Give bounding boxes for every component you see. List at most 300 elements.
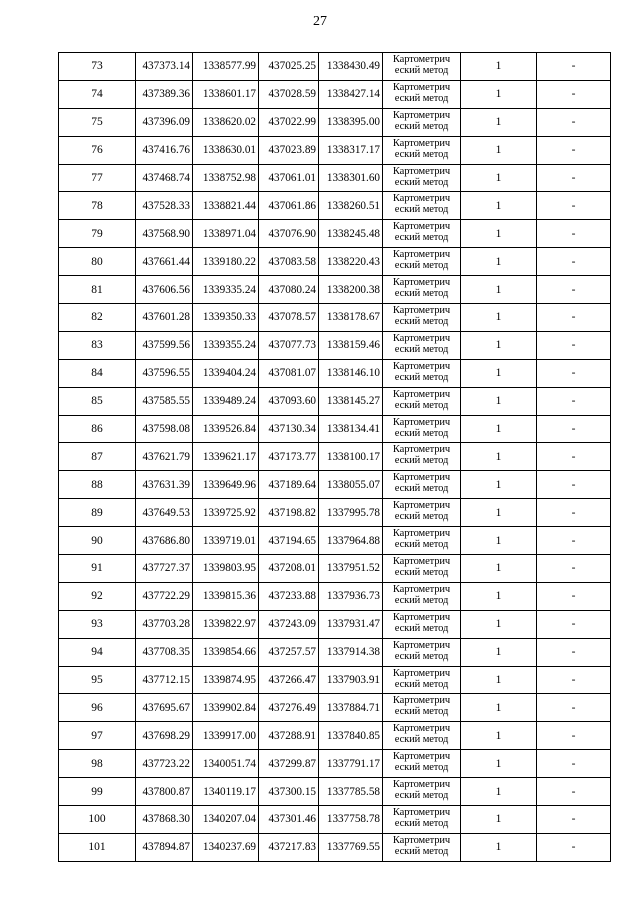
y-coordinate-alt-cell: 1337931.47: [319, 610, 383, 638]
note-cell: -: [537, 331, 611, 359]
table-row: [59, 610, 611, 638]
method-cell: [383, 750, 461, 778]
y-coordinate-cell: 1339404.24: [193, 359, 259, 387]
method-line-1: Картометрич: [392, 556, 451, 568]
table-row: [59, 471, 611, 499]
point-number-cell: 91: [59, 555, 136, 583]
y-coordinate-cell: 1338971.04: [193, 220, 259, 248]
note-cell: -: [537, 666, 611, 694]
accuracy-cell: 1: [461, 694, 537, 722]
x-coordinate-alt-cell: 437022.99: [259, 108, 319, 136]
note-cell: -: [537, 276, 611, 304]
accuracy-cell: 1: [461, 304, 537, 332]
y-coordinate-alt-cell: 1338220.43: [319, 248, 383, 276]
method-line-2: еский метод: [394, 539, 449, 551]
point-number-cell: 81: [59, 276, 136, 304]
x-coordinate-alt-cell: 437301.46: [259, 806, 319, 834]
x-coordinate-cell: 437416.76: [136, 136, 193, 164]
y-coordinate-alt-cell: 1337791.17: [319, 750, 383, 778]
accuracy-cell: 1: [461, 276, 537, 304]
x-coordinate-cell: 437606.56: [136, 276, 193, 304]
y-coordinate-cell: 1338577.99: [193, 53, 259, 81]
note-cell: -: [537, 610, 611, 638]
y-coordinate-alt-cell: 1338301.60: [319, 164, 383, 192]
method-cell: [383, 610, 461, 638]
note-cell: -: [537, 387, 611, 415]
x-coordinate-cell: 437601.28: [136, 304, 193, 332]
note-cell: -: [537, 555, 611, 583]
method-line-1: Картометрич: [392, 305, 451, 317]
x-coordinate-alt-cell: 437076.90: [259, 220, 319, 248]
method-line-2: еский метод: [394, 650, 449, 662]
method-line-1: Картометрич: [392, 500, 451, 512]
point-number-cell: 86: [59, 415, 136, 443]
method-cell: [383, 806, 461, 834]
x-coordinate-alt-cell: 437025.25: [259, 53, 319, 81]
method-line-2: еский метод: [394, 427, 449, 439]
x-coordinate-cell: 437599.56: [136, 331, 193, 359]
method-cell: [383, 248, 461, 276]
y-coordinate-alt-cell: 1338260.51: [319, 192, 383, 220]
accuracy-cell: 1: [461, 555, 537, 583]
method-line-1: Картометрич: [392, 834, 451, 846]
x-coordinate-cell: 437723.22: [136, 750, 193, 778]
y-coordinate-alt-cell: 1338430.49: [319, 53, 383, 81]
note-cell: -: [537, 750, 611, 778]
x-coordinate-alt-cell: 437061.86: [259, 192, 319, 220]
method-line-1: Картометрич: [392, 779, 451, 791]
x-coordinate-cell: 437686.80: [136, 527, 193, 555]
x-coordinate-cell: 437800.87: [136, 778, 193, 806]
accuracy-cell: 1: [461, 471, 537, 499]
y-coordinate-cell: 1339649.96: [193, 471, 259, 499]
accuracy-cell: 1: [461, 220, 537, 248]
y-coordinate-cell: 1340051.74: [193, 750, 259, 778]
x-coordinate-cell: 437596.55: [136, 359, 193, 387]
y-coordinate-cell: 1339335.24: [193, 276, 259, 304]
note-cell: -: [537, 80, 611, 108]
accuracy-cell: 1: [461, 722, 537, 750]
method-line-1: Картометрич: [392, 583, 451, 595]
method-cell: [383, 387, 461, 415]
accuracy-cell: 1: [461, 415, 537, 443]
method-line-1: Картометрич: [392, 332, 451, 344]
table-row: [59, 443, 611, 471]
x-coordinate-alt-cell: 437093.60: [259, 387, 319, 415]
x-coordinate-alt-cell: 437198.82: [259, 499, 319, 527]
table-body: [59, 53, 611, 862]
y-coordinate-cell: 1339180.22: [193, 248, 259, 276]
point-number-cell: 88: [59, 471, 136, 499]
note-cell: -: [537, 304, 611, 332]
method-line-2: еский метод: [394, 343, 449, 355]
point-number-cell: 95: [59, 666, 136, 694]
y-coordinate-cell: 1340119.17: [193, 778, 259, 806]
y-coordinate-cell: 1339815.36: [193, 582, 259, 610]
table-row: [59, 694, 611, 722]
method-line-1: Картометрич: [392, 444, 451, 456]
table-row: [59, 833, 611, 861]
y-coordinate-alt-cell: 1337914.38: [319, 638, 383, 666]
table-row: [59, 806, 611, 834]
table-row: [59, 220, 611, 248]
table-row: [59, 248, 611, 276]
accuracy-cell: 1: [461, 778, 537, 806]
x-coordinate-alt-cell: 437173.77: [259, 443, 319, 471]
x-coordinate-alt-cell: 437276.49: [259, 694, 319, 722]
x-coordinate-alt-cell: 437080.24: [259, 276, 319, 304]
method-line-2: еский метод: [394, 511, 449, 523]
method-cell: [383, 778, 461, 806]
method-cell: [383, 722, 461, 750]
y-coordinate-cell: 1339489.24: [193, 387, 259, 415]
note-cell: -: [537, 833, 611, 861]
note-cell: -: [537, 582, 611, 610]
y-coordinate-cell: 1339874.95: [193, 666, 259, 694]
y-coordinate-alt-cell: 1337936.73: [319, 582, 383, 610]
x-coordinate-alt-cell: 437189.64: [259, 471, 319, 499]
method-line-2: еский метод: [394, 762, 449, 774]
point-number-cell: 89: [59, 499, 136, 527]
x-coordinate-alt-cell: 437083.58: [259, 248, 319, 276]
method-cell: [383, 359, 461, 387]
point-number-cell: 101: [59, 833, 136, 861]
note-cell: -: [537, 220, 611, 248]
y-coordinate-alt-cell: 1338245.48: [319, 220, 383, 248]
x-coordinate-cell: 437585.55: [136, 387, 193, 415]
note-cell: -: [537, 192, 611, 220]
note-cell: -: [537, 108, 611, 136]
accuracy-cell: 1: [461, 527, 537, 555]
note-cell: -: [537, 136, 611, 164]
point-number-cell: 75: [59, 108, 136, 136]
method-cell: [383, 80, 461, 108]
method-cell: [383, 276, 461, 304]
y-coordinate-cell: 1339350.33: [193, 304, 259, 332]
point-number-cell: 92: [59, 582, 136, 610]
y-coordinate-alt-cell: 1338145.27: [319, 387, 383, 415]
point-number-cell: 85: [59, 387, 136, 415]
method-line-1: Картометрич: [392, 165, 451, 177]
y-coordinate-cell: 1339854.66: [193, 638, 259, 666]
note-cell: -: [537, 164, 611, 192]
table-row: [59, 276, 611, 304]
y-coordinate-alt-cell: 1338100.17: [319, 443, 383, 471]
note-cell: -: [537, 248, 611, 276]
method-line-2: еский метод: [394, 567, 449, 579]
x-coordinate-alt-cell: 437194.65: [259, 527, 319, 555]
method-cell: [383, 53, 461, 81]
point-number-cell: 78: [59, 192, 136, 220]
y-coordinate-alt-cell: 1337758.78: [319, 806, 383, 834]
x-coordinate-alt-cell: 437217.83: [259, 833, 319, 861]
method-cell: [383, 582, 461, 610]
accuracy-cell: 1: [461, 638, 537, 666]
x-coordinate-cell: 437727.37: [136, 555, 193, 583]
table-row: [59, 192, 611, 220]
point-number-cell: 94: [59, 638, 136, 666]
method-cell: [383, 638, 461, 666]
method-cell: [383, 499, 461, 527]
accuracy-cell: 1: [461, 53, 537, 81]
coordinates-table: [58, 52, 611, 862]
table-row: [59, 415, 611, 443]
note-cell: -: [537, 694, 611, 722]
accuracy-cell: 1: [461, 610, 537, 638]
method-line-2: еский метод: [394, 204, 449, 216]
x-coordinate-alt-cell: 437077.73: [259, 331, 319, 359]
method-line-2: еский метод: [394, 594, 449, 606]
table-row: [59, 331, 611, 359]
table-row: [59, 555, 611, 583]
x-coordinate-alt-cell: 437299.87: [259, 750, 319, 778]
table-row: [59, 359, 611, 387]
note-cell: -: [537, 53, 611, 81]
method-line-2: еский метод: [394, 678, 449, 690]
y-coordinate-alt-cell: 1338159.46: [319, 331, 383, 359]
method-line-1: Картометрич: [392, 639, 451, 651]
method-cell: [383, 164, 461, 192]
method-line-2: еский метод: [394, 176, 449, 188]
page-number: 27: [313, 14, 327, 29]
method-line-2: еский метод: [394, 288, 449, 300]
x-coordinate-cell: 437389.36: [136, 80, 193, 108]
method-line-2: еский метод: [394, 92, 449, 104]
point-number-cell: 100: [59, 806, 136, 834]
x-coordinate-cell: 437621.79: [136, 443, 193, 471]
method-line-2: еский метод: [394, 232, 449, 244]
x-coordinate-cell: 437703.28: [136, 610, 193, 638]
x-coordinate-alt-cell: 437081.07: [259, 359, 319, 387]
table-row: [59, 80, 611, 108]
method-cell: [383, 415, 461, 443]
method-cell: [383, 136, 461, 164]
method-cell: [383, 666, 461, 694]
x-coordinate-cell: 437868.30: [136, 806, 193, 834]
x-coordinate-alt-cell: 437233.88: [259, 582, 319, 610]
accuracy-cell: 1: [461, 248, 537, 276]
accuracy-cell: 1: [461, 331, 537, 359]
note-cell: -: [537, 415, 611, 443]
x-coordinate-cell: 437722.29: [136, 582, 193, 610]
accuracy-cell: 1: [461, 750, 537, 778]
point-number-cell: 97: [59, 722, 136, 750]
note-cell: -: [537, 778, 611, 806]
note-cell: -: [537, 527, 611, 555]
note-cell: -: [537, 359, 611, 387]
accuracy-cell: 1: [461, 806, 537, 834]
accuracy-cell: 1: [461, 833, 537, 861]
y-coordinate-cell: 1338752.98: [193, 164, 259, 192]
point-number-cell: 99: [59, 778, 136, 806]
method-line-1: Картометрич: [392, 723, 451, 735]
y-coordinate-alt-cell: 1337951.52: [319, 555, 383, 583]
method-line-1: Картометрич: [392, 528, 451, 540]
point-number-cell: 73: [59, 53, 136, 81]
point-number-cell: 87: [59, 443, 136, 471]
y-coordinate-alt-cell: 1338146.10: [319, 359, 383, 387]
method-line-1: Картометрич: [392, 249, 451, 261]
method-line-1: Картометрич: [392, 667, 451, 679]
method-line-2: еский метод: [394, 818, 449, 830]
method-line-2: еский метод: [394, 734, 449, 746]
x-coordinate-alt-cell: 437061.01: [259, 164, 319, 192]
note-cell: -: [537, 471, 611, 499]
y-coordinate-alt-cell: 1337884.71: [319, 694, 383, 722]
note-cell: -: [537, 638, 611, 666]
x-coordinate-cell: 437568.90: [136, 220, 193, 248]
table-row: [59, 136, 611, 164]
table-row: [59, 304, 611, 332]
x-coordinate-alt-cell: 437266.47: [259, 666, 319, 694]
point-number-cell: 76: [59, 136, 136, 164]
x-coordinate-alt-cell: 437208.01: [259, 555, 319, 583]
y-coordinate-cell: 1339621.17: [193, 443, 259, 471]
point-number-cell: 79: [59, 220, 136, 248]
table-row: [59, 638, 611, 666]
accuracy-cell: 1: [461, 499, 537, 527]
x-coordinate-cell: 437396.09: [136, 108, 193, 136]
point-number-cell: 80: [59, 248, 136, 276]
accuracy-cell: 1: [461, 443, 537, 471]
method-line-2: еский метод: [394, 120, 449, 132]
table-row: [59, 108, 611, 136]
y-coordinate-alt-cell: 1337964.88: [319, 527, 383, 555]
x-coordinate-alt-cell: 437288.91: [259, 722, 319, 750]
method-line-2: еский метод: [394, 316, 449, 328]
note-cell: -: [537, 443, 611, 471]
x-coordinate-cell: 437649.53: [136, 499, 193, 527]
accuracy-cell: 1: [461, 387, 537, 415]
note-cell: -: [537, 806, 611, 834]
y-coordinate-cell: 1339355.24: [193, 331, 259, 359]
y-coordinate-alt-cell: 1338395.00: [319, 108, 383, 136]
method-line-1: Картометрич: [392, 416, 451, 428]
method-line-2: еский метод: [394, 845, 449, 857]
method-cell: [383, 527, 461, 555]
x-coordinate-cell: 437528.33: [136, 192, 193, 220]
x-coordinate-cell: 437712.15: [136, 666, 193, 694]
method-line-2: еский метод: [394, 455, 449, 467]
y-coordinate-alt-cell: 1338317.17: [319, 136, 383, 164]
method-line-2: еский метод: [394, 260, 449, 272]
method-line-2: еский метод: [394, 65, 449, 76]
point-number-cell: 93: [59, 610, 136, 638]
method-line-2: еский метод: [394, 148, 449, 160]
point-number-cell: 83: [59, 331, 136, 359]
table-row: [59, 666, 611, 694]
y-coordinate-alt-cell: 1337903.91: [319, 666, 383, 694]
method-line-1: Картометрич: [392, 81, 451, 93]
method-line-1: Картометрич: [392, 277, 451, 289]
table-row: [59, 53, 611, 81]
method-line-1: Картометрич: [392, 360, 451, 372]
accuracy-cell: 1: [461, 582, 537, 610]
table-row: [59, 164, 611, 192]
method-line-1: Картометрич: [392, 388, 451, 400]
y-coordinate-alt-cell: 1338178.67: [319, 304, 383, 332]
y-coordinate-alt-cell: 1337785.58: [319, 778, 383, 806]
accuracy-cell: 1: [461, 80, 537, 108]
table-row: [59, 527, 611, 555]
method-cell: [383, 833, 461, 861]
point-number-cell: 90: [59, 527, 136, 555]
method-line-1: Картометрич: [392, 193, 451, 205]
y-coordinate-cell: 1339902.84: [193, 694, 259, 722]
accuracy-cell: 1: [461, 192, 537, 220]
accuracy-cell: 1: [461, 666, 537, 694]
table-row: [59, 778, 611, 806]
method-cell: [383, 555, 461, 583]
method-cell: [383, 220, 461, 248]
x-coordinate-alt-cell: 437257.57: [259, 638, 319, 666]
method-line-1: Картометрич: [392, 807, 451, 819]
method-cell: [383, 694, 461, 722]
method-line-2: еский метод: [394, 399, 449, 411]
y-coordinate-cell: 1340237.69: [193, 833, 259, 861]
method-line-2: еский метод: [394, 790, 449, 802]
method-line-2: еский метод: [394, 483, 449, 495]
method-line-2: еский метод: [394, 371, 449, 383]
method-line-1: Картометрич: [392, 109, 451, 121]
point-number-cell: 74: [59, 80, 136, 108]
x-coordinate-alt-cell: 437300.15: [259, 778, 319, 806]
point-number-cell: 98: [59, 750, 136, 778]
x-coordinate-alt-cell: 437028.59: [259, 80, 319, 108]
method-line-1: Картометрич: [392, 221, 451, 233]
table-row: [59, 750, 611, 778]
table-row: [59, 722, 611, 750]
method-line-1: Картометрич: [392, 472, 451, 484]
y-coordinate-alt-cell: 1338200.38: [319, 276, 383, 304]
x-coordinate-alt-cell: 437130.34: [259, 415, 319, 443]
method-cell: [383, 192, 461, 220]
point-number-cell: 77: [59, 164, 136, 192]
x-coordinate-cell: 437695.67: [136, 694, 193, 722]
method-cell: [383, 331, 461, 359]
accuracy-cell: 1: [461, 108, 537, 136]
note-cell: -: [537, 722, 611, 750]
x-coordinate-cell: 437661.44: [136, 248, 193, 276]
method-cell: [383, 471, 461, 499]
x-coordinate-cell: 437894.87: [136, 833, 193, 861]
y-coordinate-alt-cell: 1337769.55: [319, 833, 383, 861]
y-coordinate-cell: 1340207.04: [193, 806, 259, 834]
y-coordinate-cell: 1338620.02: [193, 108, 259, 136]
method-line-1: Картометрич: [392, 751, 451, 763]
point-number-cell: 96: [59, 694, 136, 722]
y-coordinate-alt-cell: 1338427.14: [319, 80, 383, 108]
accuracy-cell: 1: [461, 359, 537, 387]
x-coordinate-cell: 437468.74: [136, 164, 193, 192]
table-row: [59, 499, 611, 527]
y-coordinate-cell: 1339725.92: [193, 499, 259, 527]
x-coordinate-cell: 437373.14: [136, 53, 193, 81]
x-coordinate-cell: 437598.08: [136, 415, 193, 443]
x-coordinate-alt-cell: 437078.57: [259, 304, 319, 332]
point-number-cell: 84: [59, 359, 136, 387]
y-coordinate-cell: 1339917.00: [193, 722, 259, 750]
table-row: [59, 387, 611, 415]
x-coordinate-cell: 437631.39: [136, 471, 193, 499]
y-coordinate-cell: 1339526.84: [193, 415, 259, 443]
y-coordinate-cell: 1338601.17: [193, 80, 259, 108]
method-line-1: Картометрич: [392, 611, 451, 623]
method-line-1: Картометрич: [392, 695, 451, 707]
table-row: [59, 582, 611, 610]
method-line-1: Картометрич: [392, 54, 451, 65]
x-coordinate-alt-cell: 437023.89: [259, 136, 319, 164]
